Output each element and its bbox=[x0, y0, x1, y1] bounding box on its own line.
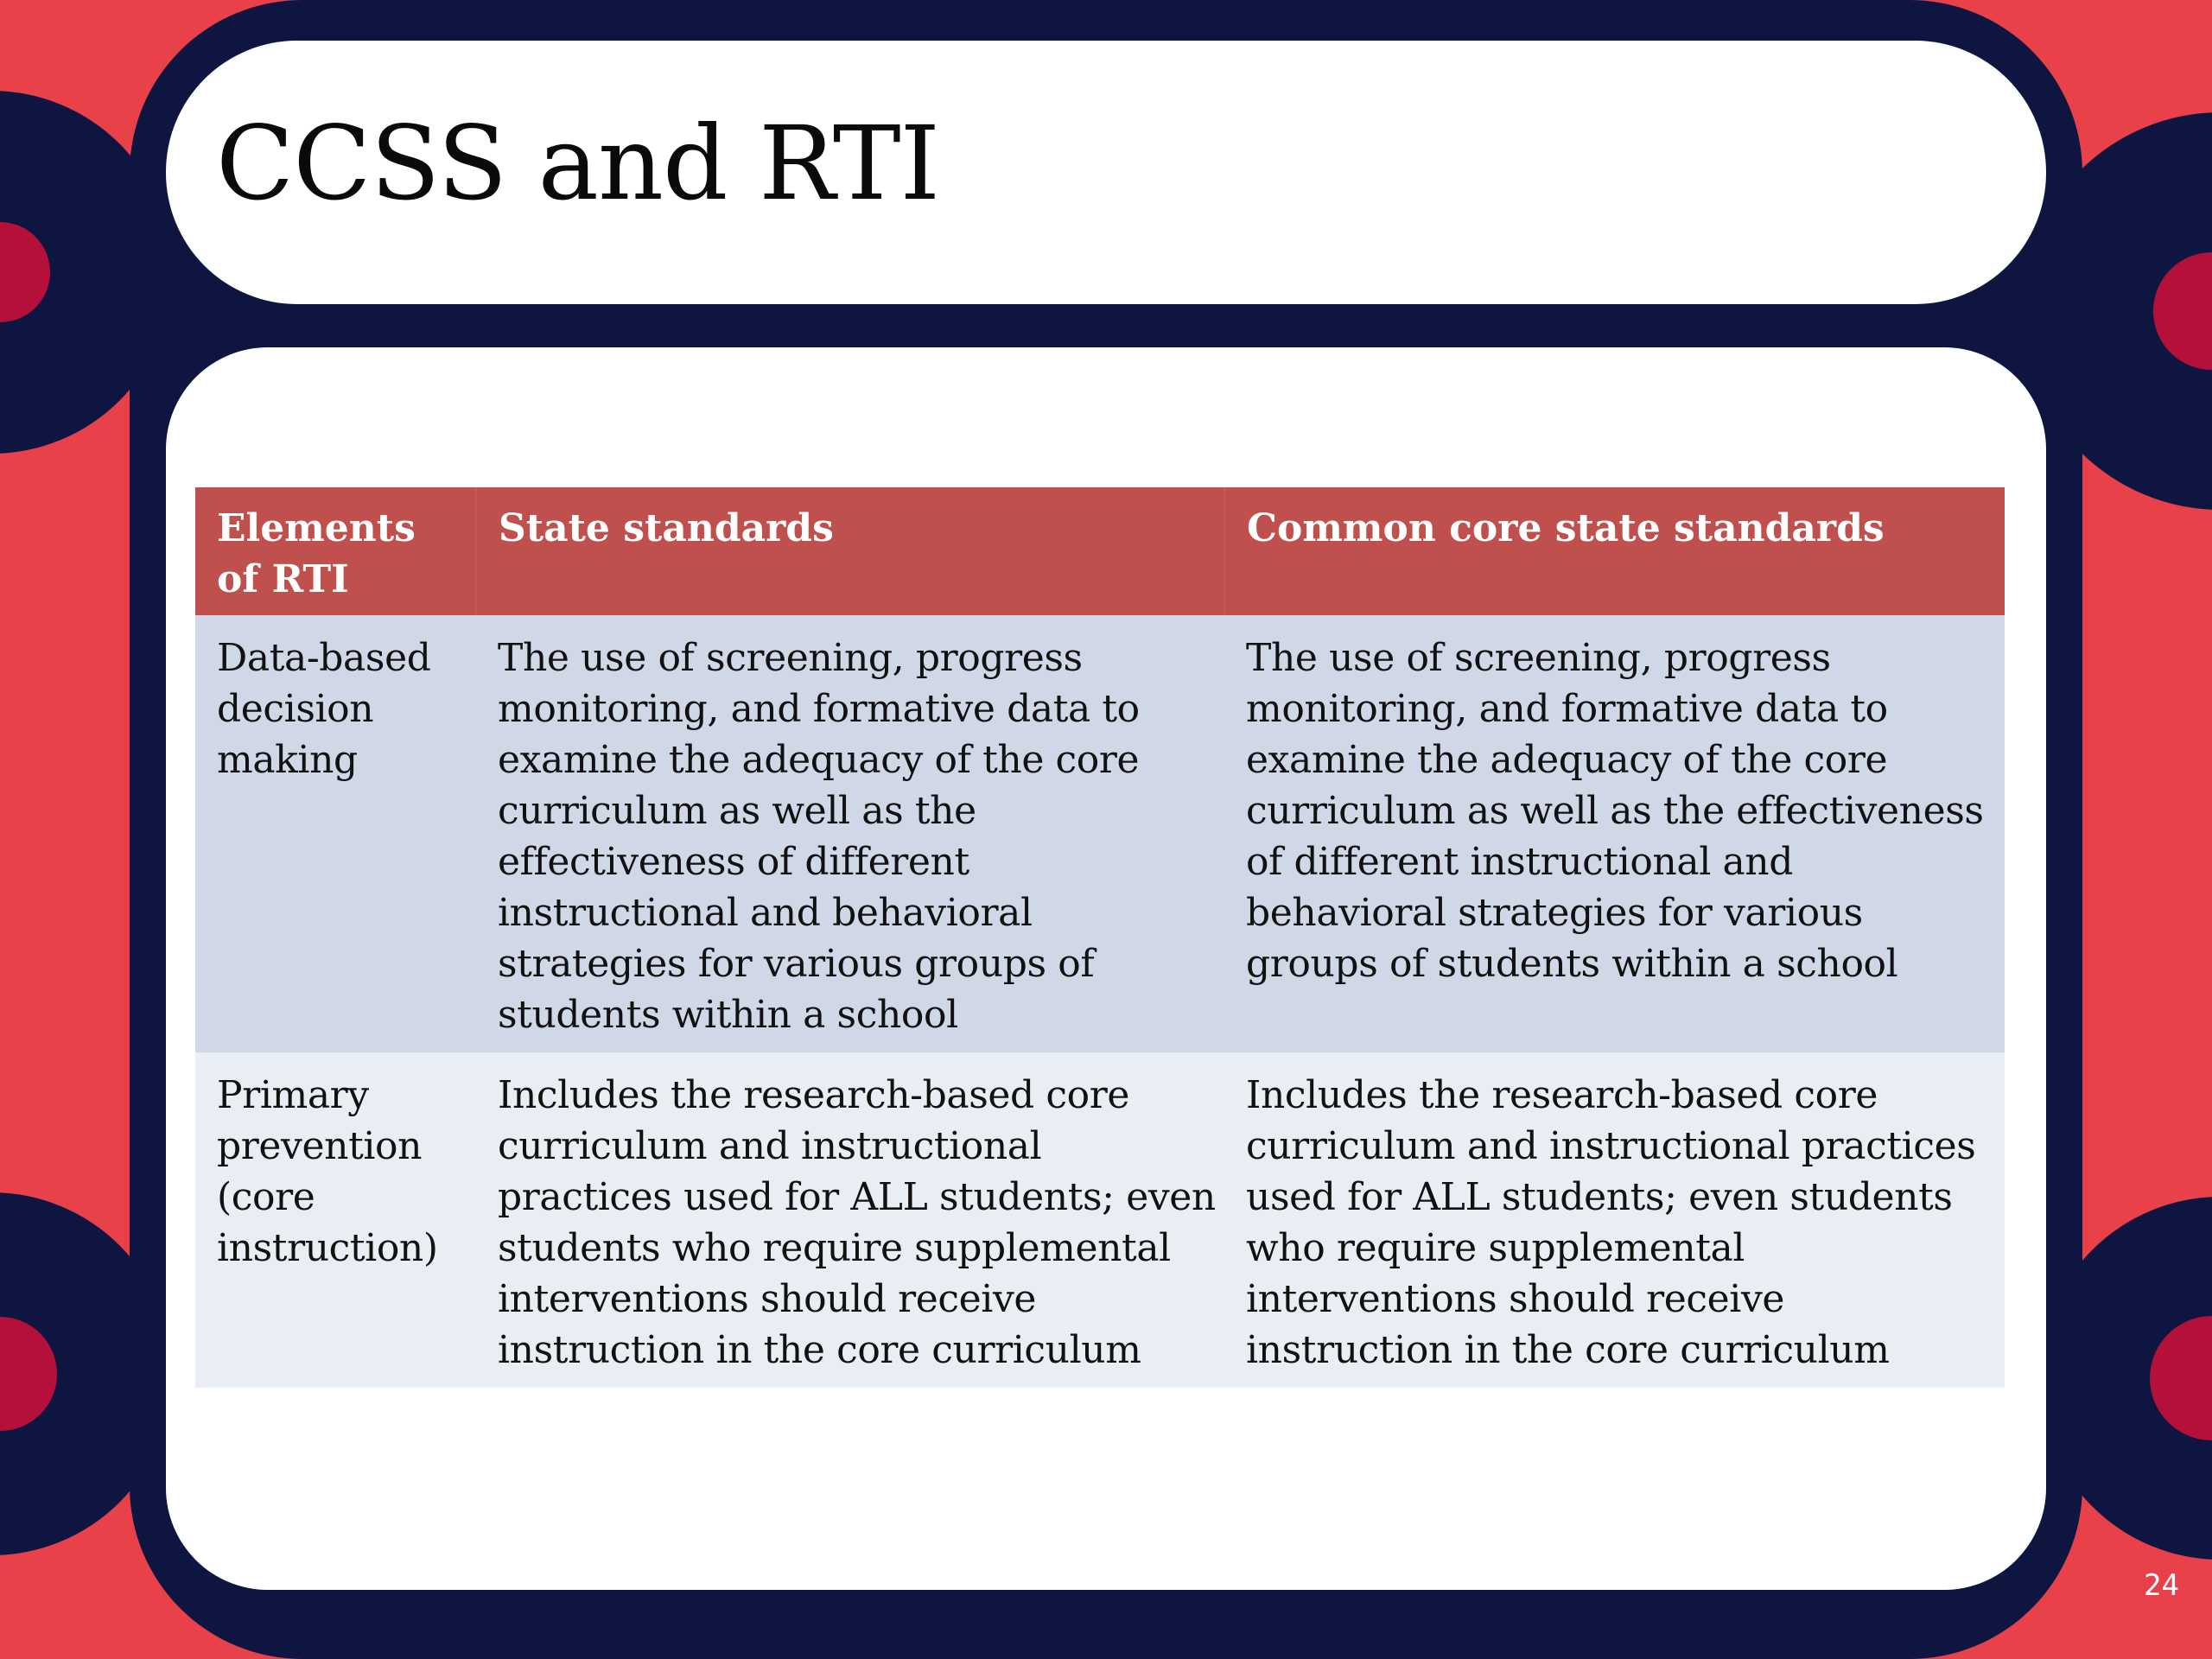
rti-comparison-table bbox=[195, 487, 2005, 1388]
table-header-row bbox=[195, 487, 2005, 615]
slide-title: CCSS and RTI bbox=[216, 104, 940, 223]
table-cell-element: Data-based decision making bbox=[195, 615, 476, 1052]
table-cell-state: The use of screening, progress monitoring, and formative data to examine the adequacy of the core curriculum as well as the effectiveness of different instructional and behavioral strategies for various groups of students within a school bbox=[476, 615, 1224, 1052]
right-bottom-dot bbox=[2150, 1316, 2212, 1440]
table-cell-common-core: The use of screening, progress monitoring, and formative data to examine the adequacy of the core curriculum as well as the effectiveness of different instructional and behavioral strategies for various groups of students within a school bbox=[1224, 615, 2005, 1052]
table-cell-element: Primary prevention (core instruction) bbox=[195, 1052, 476, 1388]
column-header-common-core: Common core state standards bbox=[1224, 487, 2005, 615]
table-cell-common-core: Includes the research-based core curriculum and instructional practices used for ALL students; even students who require supplemental interventions should receive instruction in the core curriculum bbox=[1224, 1052, 2005, 1388]
table-row bbox=[195, 1052, 2005, 1388]
table-cell-state: Includes the research-based core curriculum and instructional practices used for ALL students; even students who require supplemental interventions should receive instruction in the core curriculum bbox=[476, 1052, 1224, 1388]
left-top-dot bbox=[0, 222, 50, 322]
column-header-state-standards: State standards bbox=[476, 487, 1224, 615]
column-header-elements: Elements of RTI bbox=[195, 487, 476, 615]
slide-number: 24 bbox=[2144, 1568, 2179, 1603]
table-row bbox=[195, 615, 2005, 1052]
left-bottom-dot bbox=[0, 1317, 57, 1431]
right-top-dot bbox=[2153, 252, 2212, 370]
